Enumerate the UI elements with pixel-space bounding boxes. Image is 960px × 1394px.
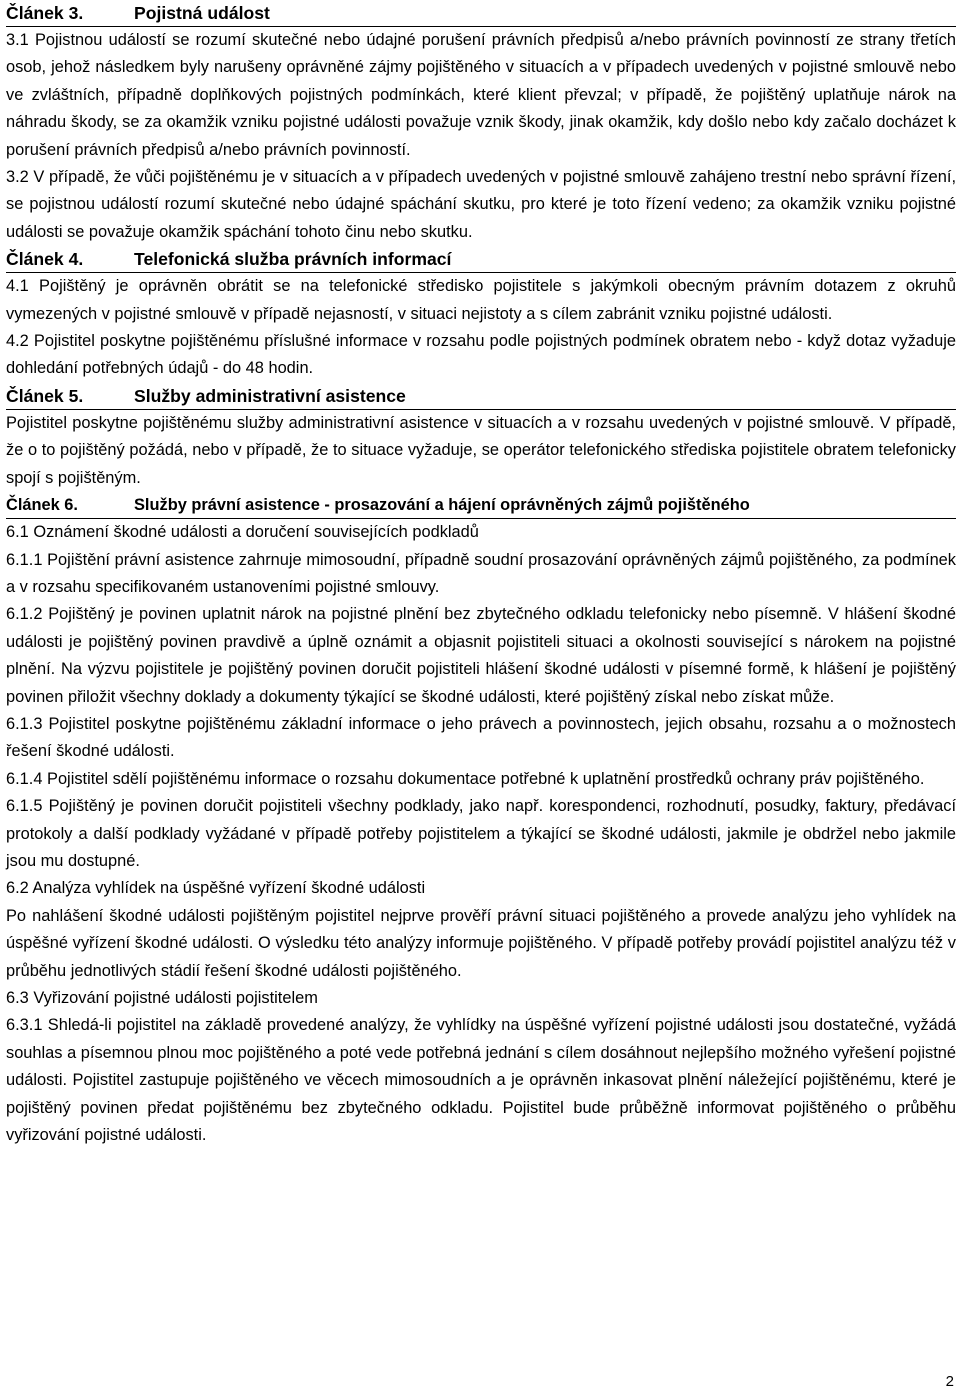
- article-heading: [6, 246, 956, 273]
- article-title: Služby právní asistence - prosazování a hájení oprávněných zájmů pojištěného: [134, 496, 750, 515]
- paragraph: 3.2 V případě, že vůči pojištěnému je v situacích a v případech uvedených v pojistné smlouvě zahájeno trestní nebo správní řízení, se pojistnou událostí rozumí skutečné nebo údajné spáchání skutku, pro které je toto řízení vedeno; za okamžik vzniku pojistné události se považuje okamžik spáchání tohoto činu nebo skutku.: [6, 168, 956, 241]
- article-heading: [6, 383, 956, 410]
- paragraph: 4.2 Pojistitel poskytne pojištěnému příslušné informace v rozsahu podle pojistných podmínek obratem nebo - když dotaz vyžaduje dohledání potřebných údajů - do 48 hodin.: [6, 332, 956, 378]
- section-heading: 6.3 Vyřizování pojistné události pojistitelem: [6, 989, 318, 1007]
- paragraph: 4.1 Pojištěný je oprávněn obrátit se na telefonické středisko pojistitele s jakýmkoli obecným právním dotazem z okruhů vymezených v pojistné smlouvě v případě nejasností, v situaci nejistoty a s cílem zabránit vzniku pojistné události.: [6, 277, 956, 323]
- section-heading: 6.1 Oznámení škodné události a doručení souvisejících podkladů: [6, 523, 479, 542]
- paragraph: 6.1.3 Pojistitel poskytne pojištěnému základní informace o jeho právech a povinnostech, jejich obsahu, rozsahu a o možnostech řešení škodné události.: [6, 714, 956, 761]
- paragraph: 6.1.1 Pojištění právní asistence zahrnuje mimosoudní, případně soudní prosazování oprávněných zájmů pojištěného, za podmínek a v rozsahu specifikovaném ustanoveními pojistné smlouvy.: [6, 550, 956, 596]
- article-heading: [6, 492, 956, 519]
- article-title: Pojistná událost: [134, 3, 270, 23]
- article-number: Článek 4.: [6, 249, 84, 270]
- paragraph: 6.3.1 Shledá-li pojistitel na základě provedené analýzy, že vyhlídky na úspěšné vyřízení pojistné události jsou dostatečné, vyžádá souhlas a písemnou plnou moc pojištěného a poté vede potřebná jednání s cílem dosáhnout nejlepšího možného vyřešení pojistné události. Pojistitel zastupuje pojištěného ve věcech mimosoudních a je oprávněn inkasovat plnění náležející pojištěnému, které je pojištěný povinen předat pojištěnému bez zbytečného odkladu. Pojistitel bude průběžně informovat pojištěného o průběhu vyřizování pojistné události.: [6, 1016, 956, 1145]
- article-title: Služby administrativní asistence: [134, 385, 406, 406]
- paragraph: 6.1.5 Pojištěný je povinen doručit pojistiteli všechny podklady, jako např. korespondenci, rozhodnutí, posudky, faktury, předávací protokoly a další podklady vyžádané v případě potřeby pojistitelem a týkající se škodné události, jakmile je obdržel nebo jakmile jsou mu dostupné.: [6, 797, 956, 870]
- page-number: 2: [945, 1373, 954, 1390]
- paragraph: 6.1.4 Pojistitel sdělí pojištěnému informace o rozsahu dokumentace potřebné k uplatnění prostředků ochrany práv pojištěného.: [6, 769, 925, 788]
- section-heading: 6.2 Analýza vyhlídek na úspěšné vyřízení škodné události: [6, 879, 426, 898]
- paragraph: Pojistitel poskytne pojištěnému služby administrativní asistence v situacích a v rozsahu uvedených v pojistné smlouvě. V případě, že o to pojištěný požádá, nebo v případě, že to situace vyžaduje, se operátor telefonického střediska pojistitele obratem telefonicky spojí s pojištěným.: [6, 413, 956, 487]
- document-page: [6, 0, 956, 1149]
- paragraph: 6.1.2 Pojištěný je povinen uplatnit nárok na pojistné plnění bez zbytečného odkladu telefonicky nebo písemně. V hlášení škodné události je pojištěný povinen pravdivě a úplně oznámit a objasnit pojistiteli situaci a okolnosti související s nárokem na pojistné plnění. Na výzvu pojistitele je pojištěný povinen doručit pojistiteli hlášení škodné události v písemné formě, k hlášení je pojištěný povinen přiložit všechny doklady a dokumenty týkající se škodné události, které pojištěný získal nebo získat může.: [6, 605, 956, 706]
- article-number: Článek 6.: [6, 496, 78, 515]
- paragraph: 3.1 Pojistnou událostí se rozumí skutečné nebo údajné porušení právních předpisů a/nebo právních povinností ze strany třetích osob, jehož následkem byly narušeny oprávněné zájmy pojištěného v situacích a v případech uvedených v pojistné smlouvě nebo ve zvláštních, případně doplňkových pojistných podmínkách, které klient převzal; v případě, že pojištěný uplatňuje nárok na náhradu škody, se za okamžik vzniku pojistné události považuje vznik škody, jinak okamžik, kdy došlo nebo kdy začalo docházet k porušení právních předpisů a/nebo právních povinností.: [6, 31, 956, 159]
- article-heading: [6, 0, 956, 27]
- article-number: Článek 5.: [6, 385, 84, 406]
- article-title: Telefonická služba právních informací: [134, 249, 452, 270]
- article-number: Článek 3.: [6, 3, 84, 23]
- paragraph: Po nahlášení škodné události pojištěným pojistitel nejprve prověří právní situaci pojištěného a provede analýzu jeho vyhlídek na úspěšné vyřízení škodné události. O výsledku této analýzy informuje pojištěného. V případě potřeby provádí pojistitel analýzu též v průběhu jednotlivých stádií řešení škodné události pojištěného.: [6, 906, 956, 980]
